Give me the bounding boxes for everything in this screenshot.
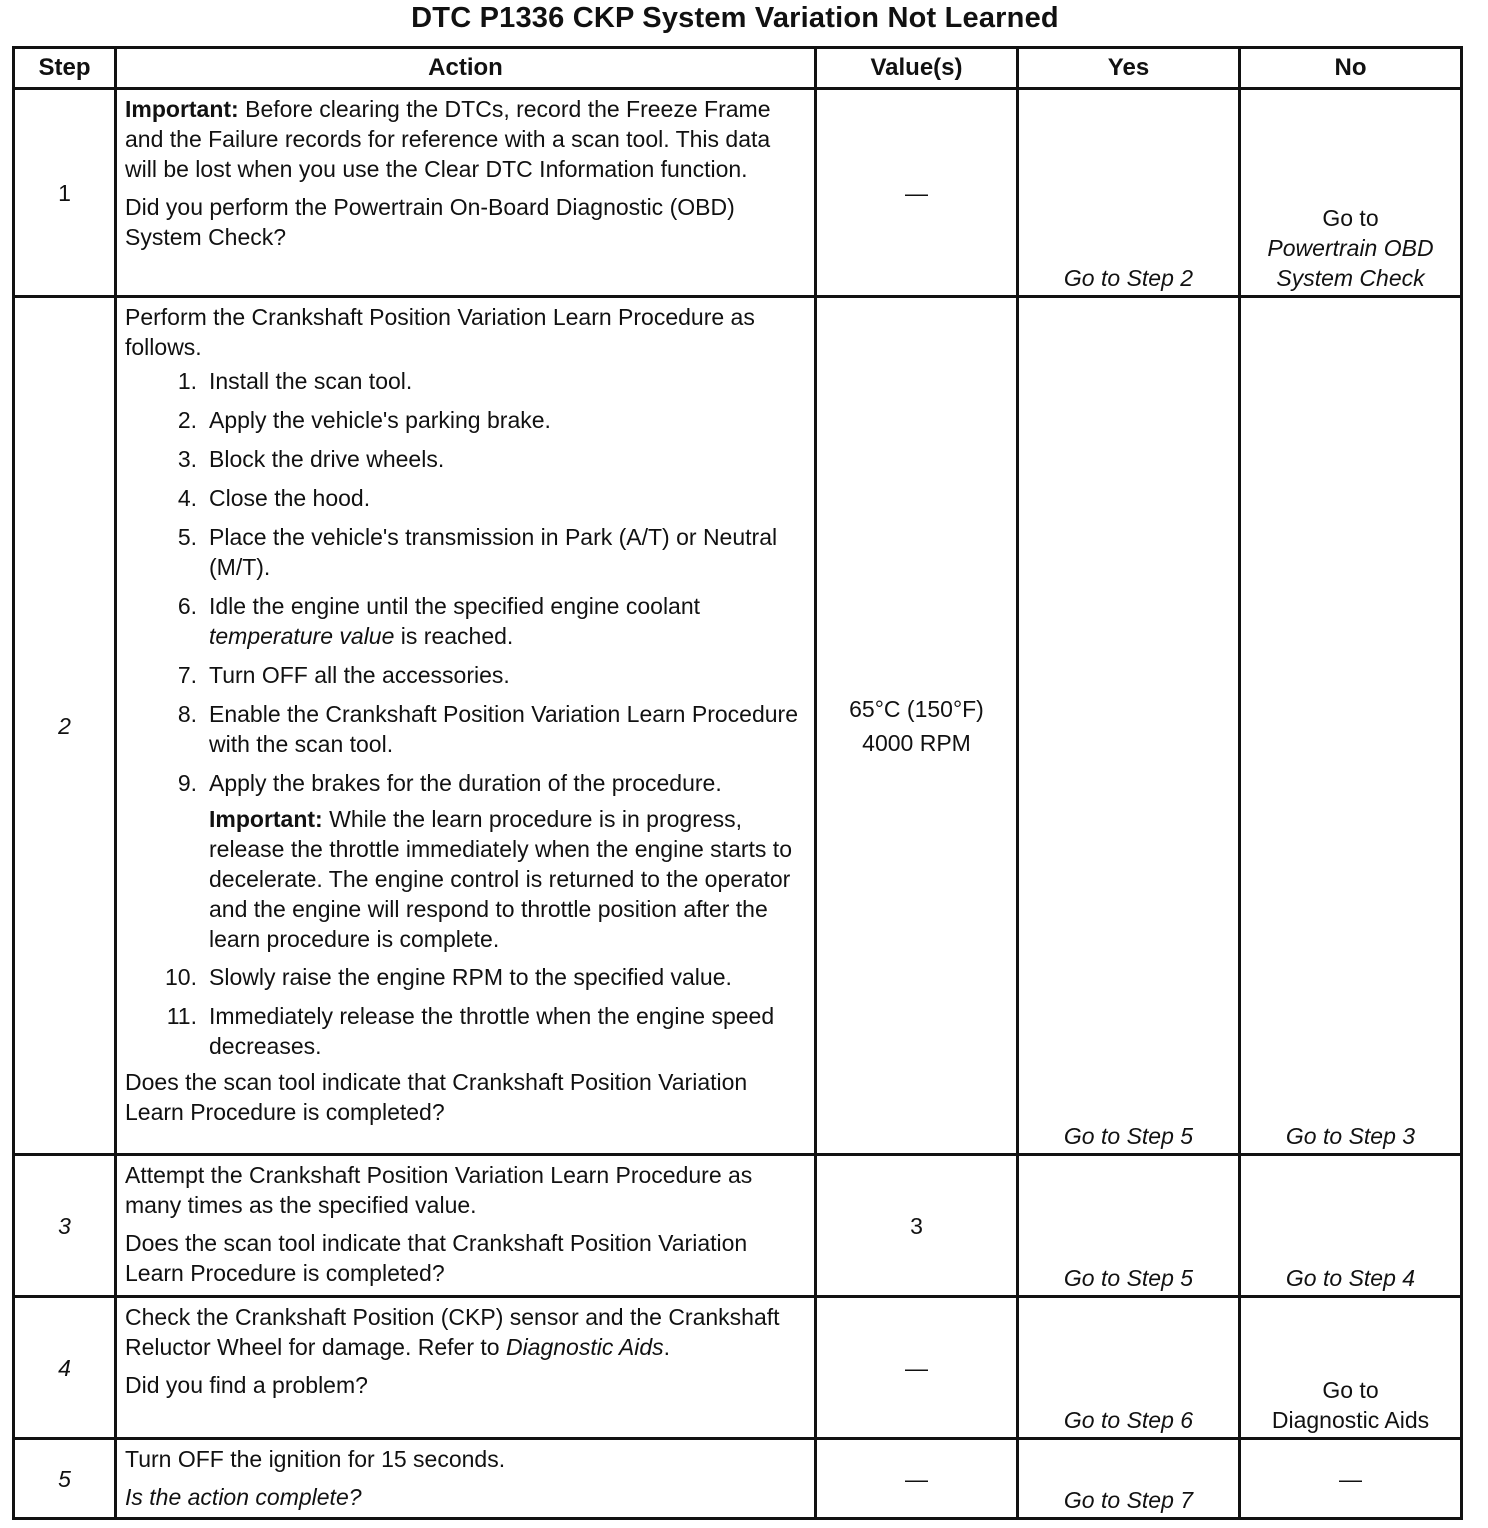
value-cell [816,1155,1018,1297]
no-cell [1240,1439,1462,1519]
list-item [125,660,808,690]
value-cell [816,297,1018,1155]
table-row [14,1439,1462,1519]
action-cell [116,1297,816,1439]
question-text: Does the scan tool indicate that Crankshaft Position Variation Learn Procedure is completed? [125,1230,748,1286]
procedure-list [125,962,808,1061]
list-item [125,522,808,582]
list-item [125,483,808,513]
yes-cell [1018,297,1240,1155]
yes-link[interactable]: Go to Step 5 [1063,1265,1194,1291]
no-cell [1240,1155,1462,1297]
important-label: Important: [209,806,323,832]
action-text [125,1302,808,1362]
yes-link[interactable]: Go to Step 2 [1063,265,1194,291]
header-step: Step [14,48,116,89]
value-text: — [905,179,928,206]
step-number: 1 [14,89,116,297]
no-value: — [1339,1465,1362,1492]
no-link[interactable]: Powertrain OBD System Check [1267,235,1434,291]
list-item [125,444,808,474]
intro-text: Perform the Crankshaft Position Variation Learn Procedure as follows. [125,304,755,360]
item-number: 7. [177,662,197,688]
temperature-value: 65°C (150°F) [849,695,984,722]
item-number: 6. [177,593,197,619]
no-prefix: Go to [1322,1377,1379,1403]
item-text: Turn OFF all the accessories. [209,662,510,688]
no-link[interactable]: Go to Step 4 [1285,1265,1416,1291]
item-text-part: Idle the engine until the specified engine coolant [209,593,701,619]
diagnostic-table [12,46,1463,1520]
header-action: Action [116,48,816,89]
action-cell [116,297,816,1155]
important-label: Important: [125,96,239,122]
no-link[interactable]: Go to Step 3 [1285,1123,1416,1149]
yes-link[interactable]: Go to Step 5 [1063,1123,1194,1149]
page-title: DTC P1336 CKP System Variation Not Learned [411,2,1059,34]
item-number: 4. [177,485,197,511]
list-item [125,699,808,759]
table-row [14,1155,1462,1297]
no-cell [1240,89,1462,297]
action-cell [116,89,816,297]
diagnostic-aids-link[interactable]: Diagnostic Aids [505,1334,664,1360]
important-note [125,94,808,184]
item-number: 9. [177,770,197,796]
item-number: 11. [166,1003,197,1029]
yes-cell [1018,1297,1240,1439]
item-text: Enable the Crankshaft Position Variation Learn Procedure with the scan tool. [209,701,798,757]
item-text-part: is reached. [394,623,514,649]
item-text: Install the scan tool. [209,368,413,394]
list-item [125,591,808,651]
no-link[interactable]: Diagnostic Aids [1271,1407,1430,1433]
item-number: 2. [177,407,197,433]
table-row [14,297,1462,1155]
important-text: Before clearing the DTCs, record the Freeze Frame and the Failure records for reference with a scan tool. This data will be lost when you use the Clear DTC Information function. [125,96,771,182]
item-text: Slowly raise the engine RPM to the specified value. [209,964,732,990]
header-yes: Yes [1018,48,1240,89]
no-cell [1240,1297,1462,1439]
list-item [125,405,808,435]
action-cell [116,1439,816,1519]
item-text: Block the drive wheels. [209,446,445,472]
step-number: 5 [14,1439,116,1519]
list-item [125,1001,808,1061]
item-number: 10. [165,964,197,990]
list-item [125,366,808,396]
item-text: Close the hood. [209,485,371,511]
item-text [209,591,808,651]
value-text: 3 [910,1212,923,1239]
question-text: Did you find a problem? [125,1372,368,1398]
step-number: 3 [14,1155,116,1297]
item-text: Immediately release the throttle when the engine speed decreases. [209,1003,775,1059]
header-values: Value(s) [816,48,1018,89]
action-cell [116,1155,816,1297]
item-text: Apply the brakes for the duration of the procedure. [209,770,722,796]
procedure-list [125,366,808,798]
yes-cell [1018,1439,1240,1519]
table-row [14,89,1462,297]
value-cell [816,89,1018,297]
action-text: Turn OFF the ignition for 15 seconds. [125,1446,506,1472]
rpm-value: 4000 RPM [862,729,971,756]
item-text: Place the vehicle's transmission in Park (A/T) or Neutral (M/T). [209,524,778,580]
yes-cell [1018,1155,1240,1297]
question-text: Is the action complete? [125,1484,362,1510]
step-number: 4 [14,1297,116,1439]
list-item [125,768,808,798]
yes-link[interactable]: Go to Step 6 [1063,1407,1194,1433]
important-text: While the learn procedure is in progress, release the throttle immediately when the engine starts to decelerate. The engine control is returned to the operator and the engine will respond to throttle position after the learn procedure is complete. [209,806,792,952]
item-number: 8. [177,701,197,727]
question-text: Did you perform the Powertrain On-Board Diagnostic (OBD) System Check? [125,194,735,250]
item-number: 5. [177,524,197,550]
action-text-part: Check the Crankshaft Position (CKP) sensor and the Crankshaft Reluctor Wheel for damage. Refer to [125,1304,780,1360]
action-text-part: . [663,1334,671,1360]
item-text: Apply the vehicle's parking brake. [209,407,551,433]
important-note [209,804,808,954]
header-row [14,48,1462,89]
step-number: 2 [14,297,116,1155]
yes-cell [1018,89,1240,297]
item-number: 3. [177,446,197,472]
no-prefix: Go to [1322,205,1379,231]
no-cell [1240,297,1462,1155]
item-text-italic: temperature value [209,623,395,649]
list-item [125,962,808,992]
value-cell [816,1439,1018,1519]
table-row [14,1297,1462,1439]
item-number: 1. [177,368,197,394]
action-text: Attempt the Crankshaft Position Variation Learn Procedure as many times as the specified value. [125,1162,753,1218]
value-text: — [905,1354,928,1381]
value-text: — [905,1465,928,1492]
question-text: Does the scan tool indicate that Crankshaft Position Variation Learn Procedure is completed? [125,1069,748,1125]
header-no: No [1240,48,1462,89]
yes-link[interactable]: Go to Step 7 [1063,1487,1194,1513]
value-cell [816,1297,1018,1439]
